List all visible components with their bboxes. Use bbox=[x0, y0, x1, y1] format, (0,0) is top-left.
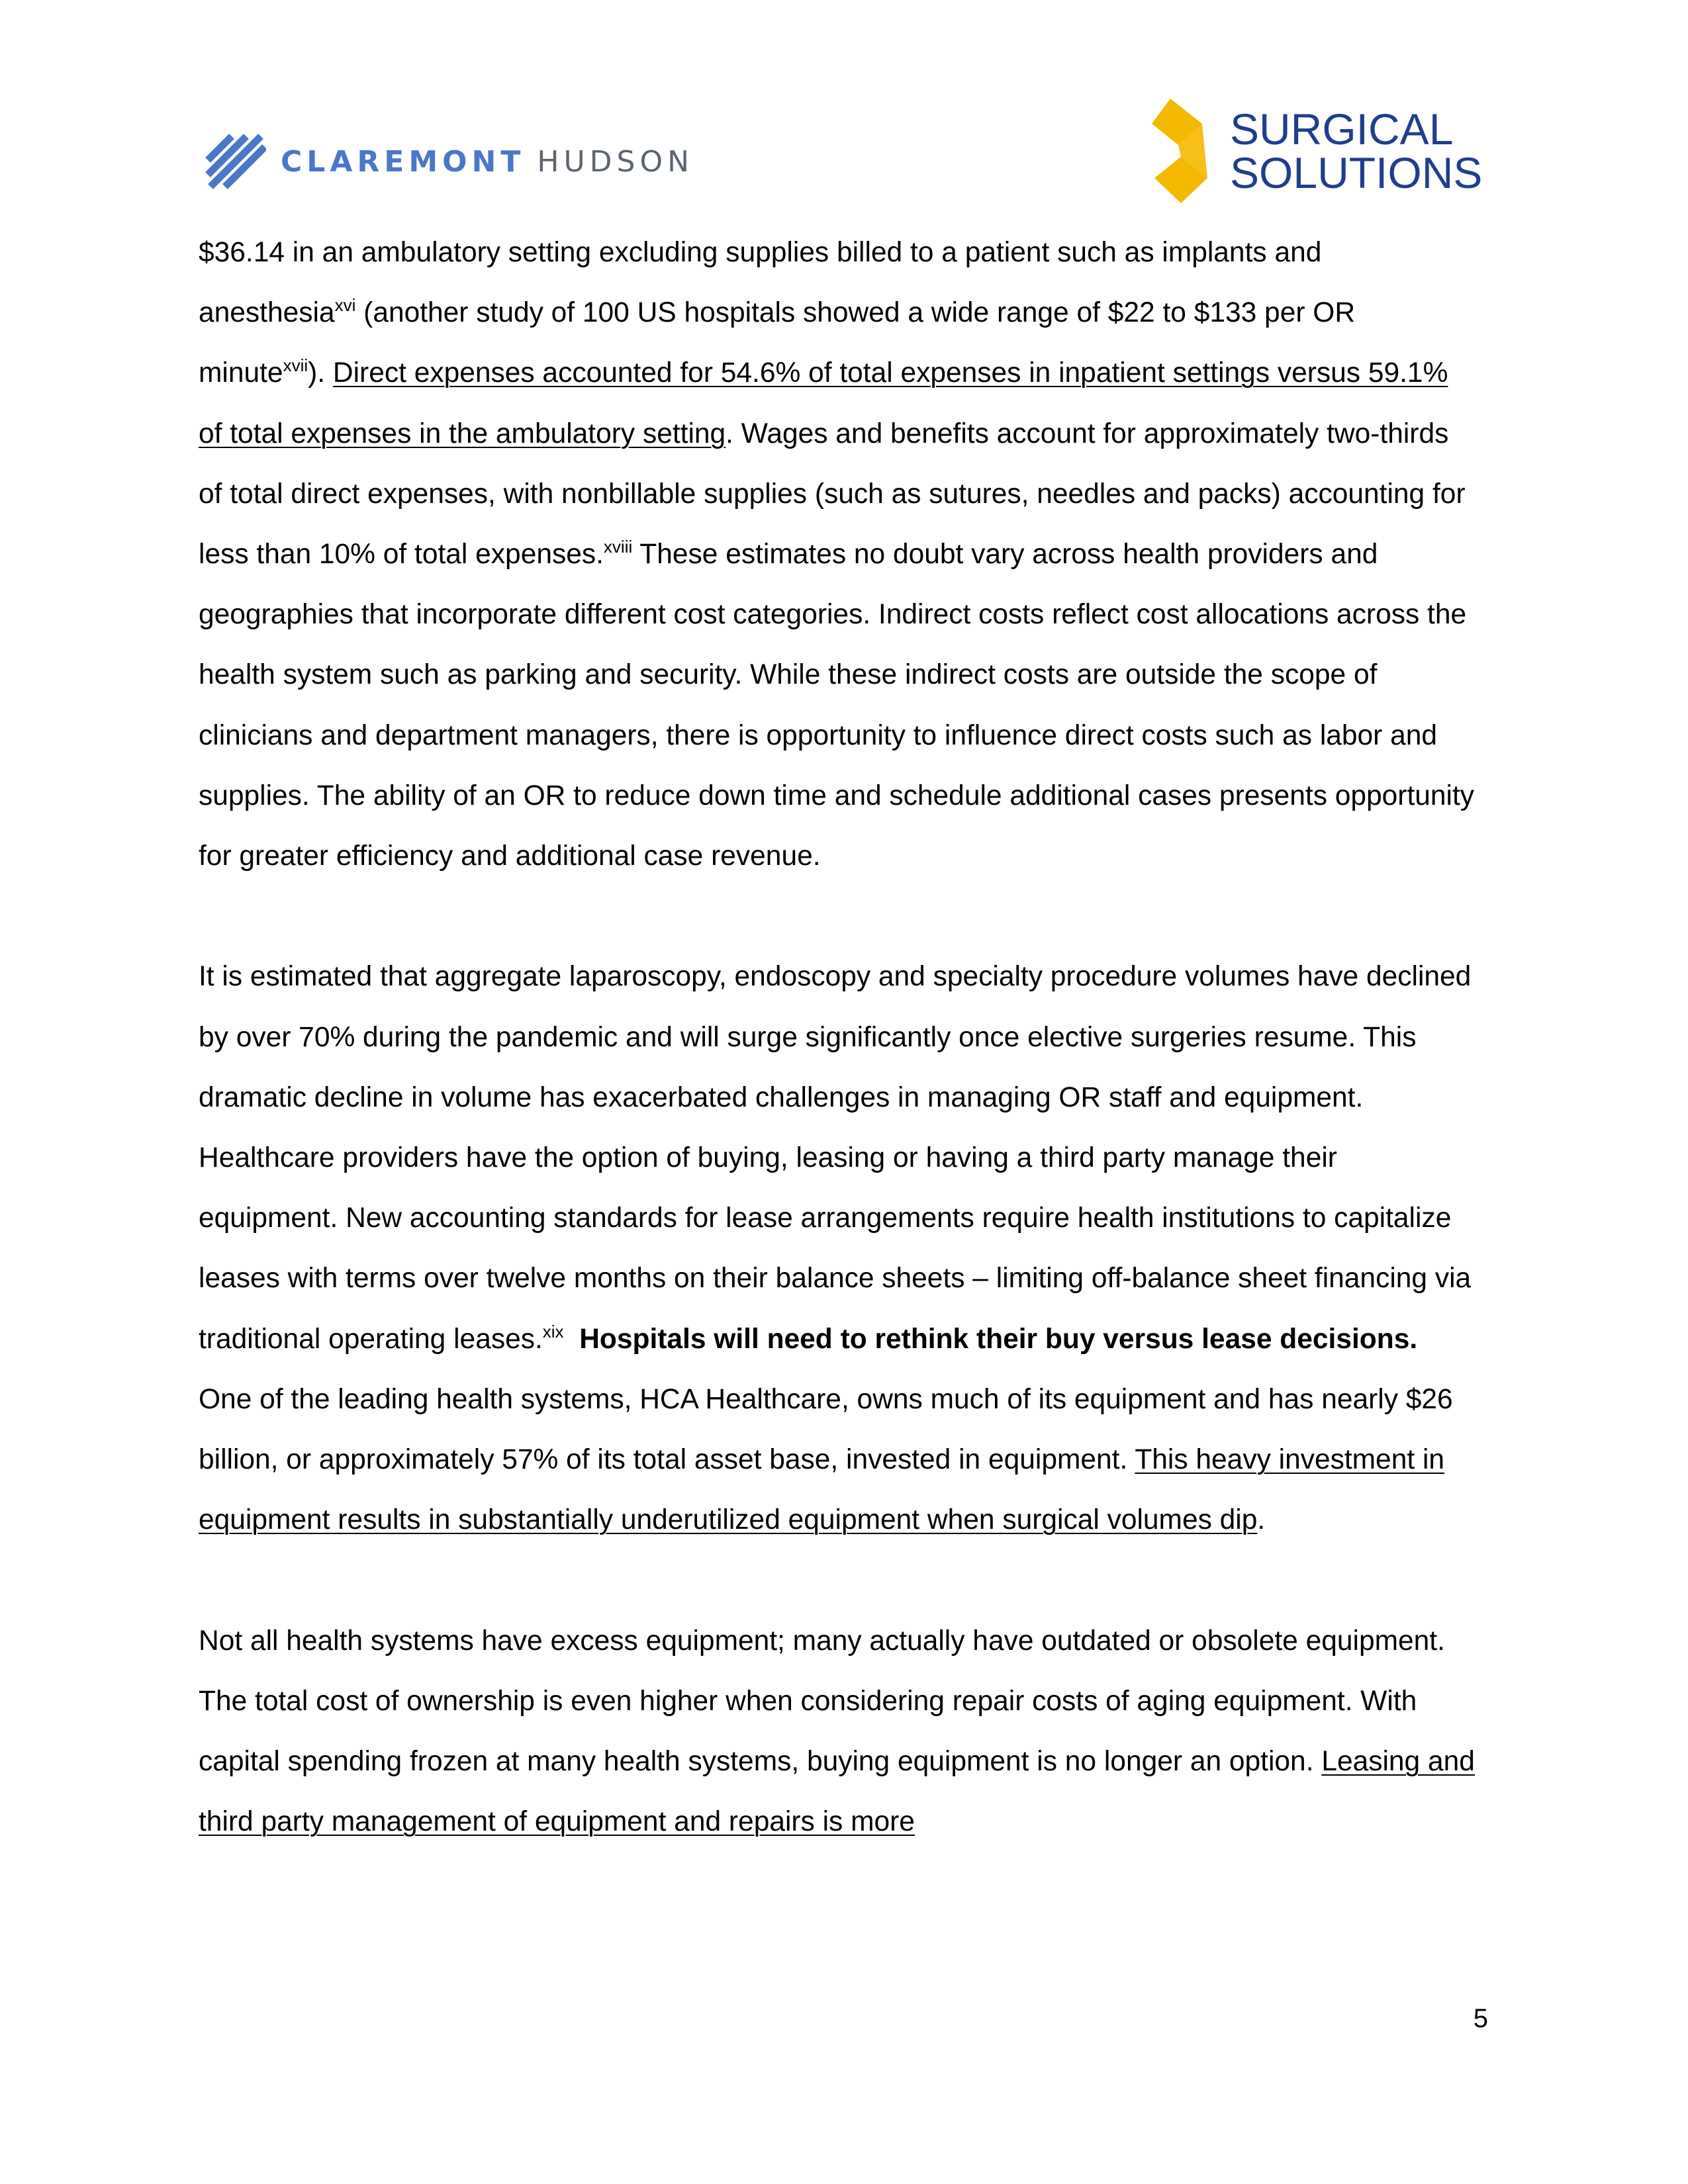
endnote-ref: xvi bbox=[334, 295, 356, 316]
text-run: ). bbox=[308, 357, 333, 389]
endnote-ref: xvii bbox=[283, 355, 308, 376]
diagonal-stripes-icon bbox=[205, 134, 266, 191]
underlined-text: Leasing and third party management of equipment and repairs is more bbox=[199, 1746, 1475, 1838]
surgical-solutions-wordmark bbox=[1230, 107, 1482, 195]
text-run: . Wages and benefits account for approximately two-thirds of total direct expenses, with nonbillable supplies (such as sutures, needles and packs) accounting for less than 10% of total expenses. bbox=[199, 418, 1466, 570]
logo-text-surgical: SURGICAL bbox=[1230, 105, 1454, 154]
page-number: 5 bbox=[1473, 2004, 1488, 2033]
endnote-ref: xviii bbox=[603, 537, 633, 557]
text-run: . bbox=[1257, 1504, 1266, 1536]
document-body bbox=[199, 222, 1476, 1852]
paragraph-3 bbox=[199, 1611, 1476, 1852]
text-run: Not all health systems have excess equipment; many actually have outdated or obsolete equipment. The total cost of ownership is even higher when considering repair costs of aging equipment. With capital spending frozen at many health systems, buying equipment is no longer an option. bbox=[199, 1625, 1445, 1778]
underlined-text: Direct expenses accounted for 54.6% of total expenses in inpatient settings versus 59.1% of total expenses in the ambulatory setting bbox=[199, 357, 1448, 449]
endnote-ref: xix bbox=[542, 1321, 564, 1342]
text-run: (another study of 100 US hospitals showed a wide range of $22 to $133 per OR minute bbox=[199, 297, 1356, 389]
text-run: It is estimated that aggregate laparoscopy, endoscopy and specialty procedure volumes have declined by over 70% during the pandemic and will surge significantly once elective surgeries resume. This dramatic decline in volume has exacerbated challenges in managing OR staff and equipment. Healthcare providers have the option of buying, leasing or having a third party manage their equipment. New accounting standards for lease arrangements require health institutions to capitalize leases with terms over twelve months on their balance sheets – limiting off-balance sheet financing via traditional operating leases. bbox=[199, 961, 1472, 1355]
surgical-solutions-logo bbox=[1152, 98, 1482, 204]
logo-text-solutions: SOLUTIONS bbox=[1230, 148, 1483, 197]
claremont-hudson-logo bbox=[205, 134, 694, 191]
text-run: $36.14 in an ambulatory setting excluding supplies billed to a patient such as implants and anesthesia bbox=[199, 237, 1322, 329]
text-run: These estimates no doubt vary across health providers and geographies that incorporate different cost categories. Indirect costs reflect cost allocations across the health system such as parking and security. While these indirect costs are outside the scope of clinicians and department managers, there is opportunity to influence direct costs such as labor and supplies. The ability of an OR to reduce down time and schedule additional cases presents opportunity for greater efficiency and additional case revenue. bbox=[199, 539, 1475, 872]
underlined-text: This heavy investment in equipment results in substantially underutilized equipment when surgical volumes dip bbox=[199, 1444, 1445, 1536]
s-shape-logo-icon bbox=[1152, 99, 1207, 203]
logo-text-claremont: CLAREMONT bbox=[281, 145, 526, 179]
paragraph-1 bbox=[199, 222, 1476, 886]
text-run: One of the leading health systems, HCA Healthcare, owns much of its equipment and has nearly $26 billion, or approximately 57% of its total asset base, invested in equipment. bbox=[199, 1383, 1453, 1476]
bold-text: Hospitals will need to rethink their buy versus lease decisions. bbox=[579, 1323, 1418, 1355]
logo-text-hudson: HUDSON bbox=[537, 145, 694, 179]
paragraph-2 bbox=[199, 946, 1476, 1550]
claremont-hudson-wordmark bbox=[281, 145, 694, 179]
